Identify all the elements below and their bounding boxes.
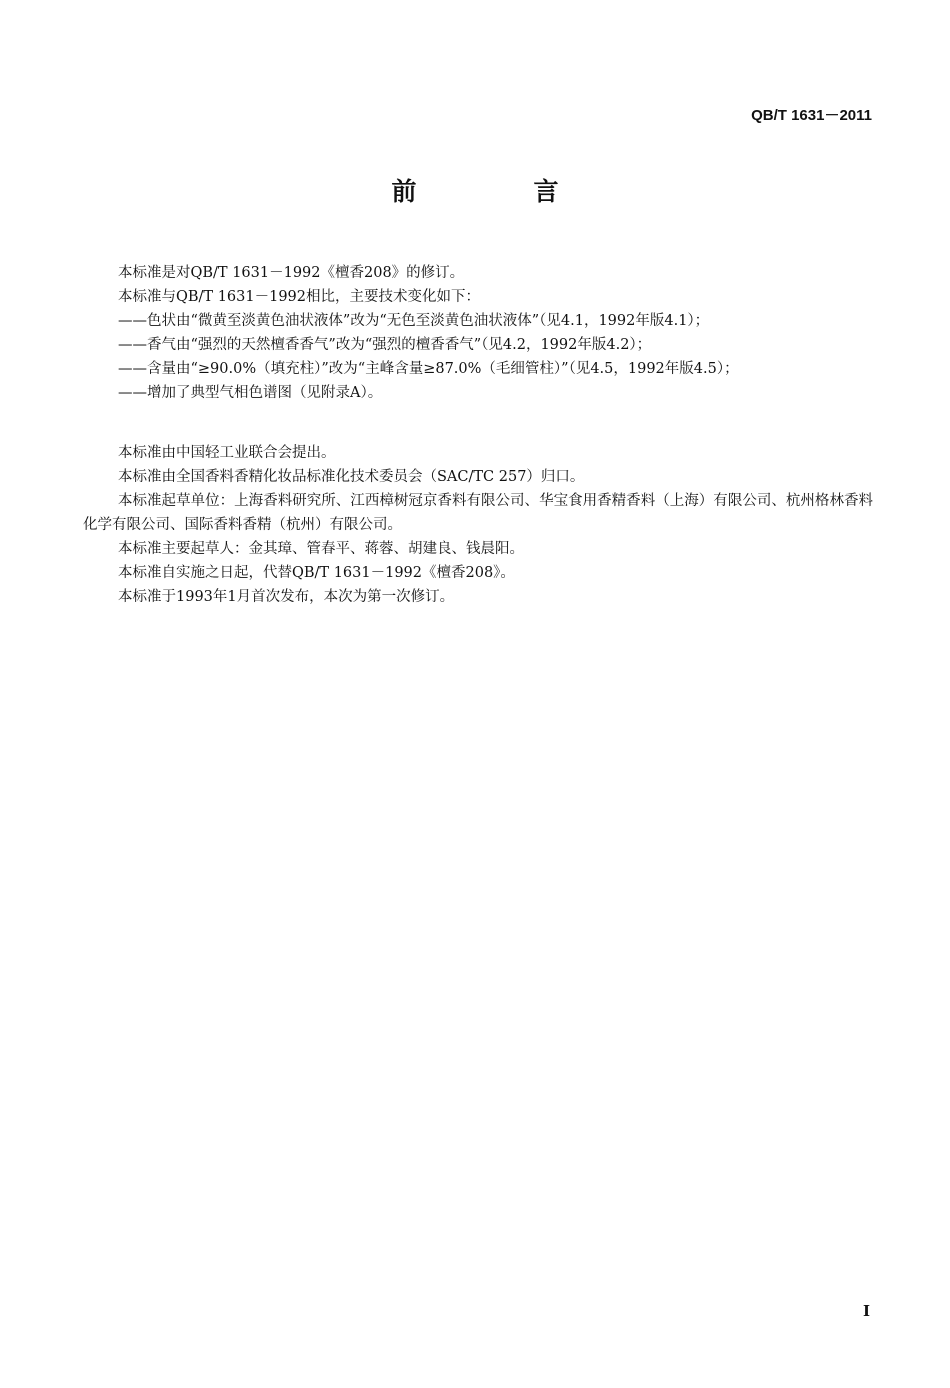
revision-summary	[83, 261, 873, 405]
change-item-content: ——含量由“≥90.0%（填充柱）”改为“主峰含量≥87.0%（毛细管柱）”（见4.5，1992年版4.5）；	[118, 361, 739, 377]
paragraph-proposed-by: 本标准由中国轻工业联合会提出。	[118, 445, 336, 461]
standard-code-header: QB/T 1631－2011	[751, 107, 872, 124]
paragraph-changes-intro: 本标准与QB/T 1631－1992相比，主要技术变化如下：	[118, 289, 481, 305]
change-item-color: ——色状由“微黄至淡黄色油状液体”改为“无色至淡黄色油状液体”（见4.1，1992年版4.1）；	[118, 313, 710, 329]
paragraph-administered-by: 本标准由全国香料香精化妆品标准化技术委员会（SAC/TC 257）归口。	[118, 469, 585, 485]
standard-info	[83, 441, 873, 609]
paragraph-replaces: 本标准自实施之日起，代替QB/T 1631－1992《檀香208》。	[118, 565, 515, 581]
page-title: 前 言	[391, 177, 605, 206]
paragraph-drafting-units: 本标准起草单位：上海香料研究所、江西樟树冠京香料有限公司、华宝食用香精香料（上海）有限公司、杭州格林香料化学有限公司、国际香料香精（杭州）有限公司。	[83, 493, 873, 533]
page-number: I	[862, 1302, 870, 1320]
change-item-chromatogram: ——增加了典型气相色谱图（见附录A）。	[118, 385, 383, 401]
paragraph-revision-intro: 本标准是对QB/T 1631－1992《檀香208》的修订。	[118, 265, 465, 281]
paragraph-main-drafters: 本标准主要起草人：金其璋、管春平、蒋蓉、胡建良、钱晨阳。	[118, 541, 524, 557]
change-item-aroma: ——香气由“强烈的天然檀香香气”改为“强烈的檀香香气”（见4.2，1992年版4.2）；	[118, 337, 652, 353]
paragraph-first-issued: 本标准于1993年1月首次发布，本次为第一次修订。	[118, 589, 455, 605]
